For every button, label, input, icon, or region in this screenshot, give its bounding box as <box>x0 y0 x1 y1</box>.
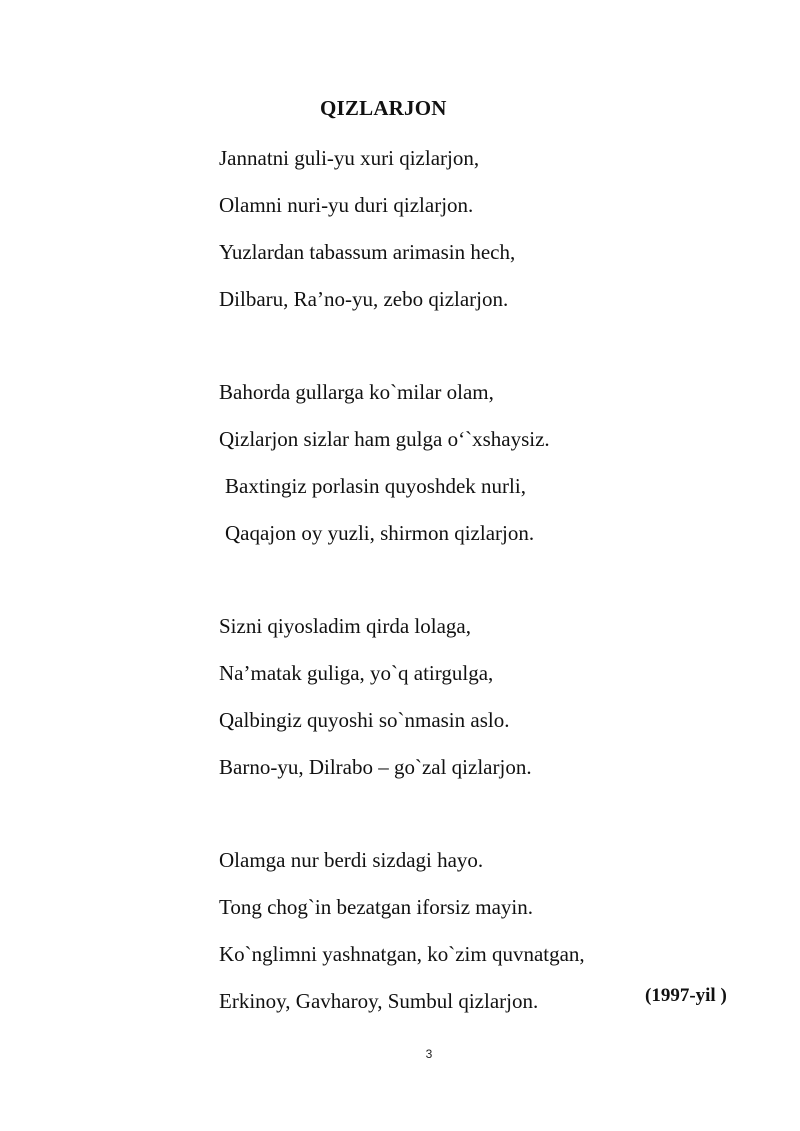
page-number: 3 <box>425 1047 433 1061</box>
poem-line: Jannatni guli-yu xuri qizlarjon, <box>219 146 480 170</box>
poem-line: Olamga nur berdi sizdagi hayo. <box>219 848 484 872</box>
poem-line: Yuzlardan tabassum arimasin hech, <box>219 240 516 264</box>
stanza-1 <box>219 141 779 329</box>
poem-line: Baxtingiz porlasin quyoshdek nurli, <box>225 474 526 498</box>
poem-line: Qaqajon oy yuzli, shirmon qizlarjon. <box>225 521 535 545</box>
poem-line: Qizlarjon sizlar ham gulga o‘`xshaysiz. <box>219 427 550 451</box>
poem-line: Barno-yu, Dilrabo – go`zal qizlarjon. <box>219 755 532 779</box>
stanza-2 <box>219 375 779 563</box>
poem-line: Dilbaru, Ra’no-yu, zebo qizlarjon. <box>219 287 509 311</box>
poem-title: QIZLARJON <box>320 96 447 120</box>
poem-line: Ko`nglimni yashnatgan, ko`zim quvnatgan, <box>219 942 585 966</box>
poem-body <box>219 141 779 1077</box>
poem-line: Olamni nuri-yu duri qizlarjon. <box>219 193 474 217</box>
poem-year: (1997-yil ) <box>645 985 727 1006</box>
poem-line: Qalbingiz quyoshi so`nmasin aslo. <box>219 708 510 732</box>
poem-line: Bahorda gullarga ko`milar olam, <box>219 380 494 404</box>
poem-line: Na’matak guliga, yo`q atirgulga, <box>219 661 494 685</box>
stanza-3 <box>219 609 779 797</box>
poem-line: Tong chog`in bezatgan iforsiz mayin. <box>219 895 534 919</box>
poem-line: Erkinoy, Gavharoy, Sumbul qizlarjon. <box>219 989 539 1013</box>
poem-line: Sizni qiyosladim qirda lolaga, <box>219 614 471 638</box>
